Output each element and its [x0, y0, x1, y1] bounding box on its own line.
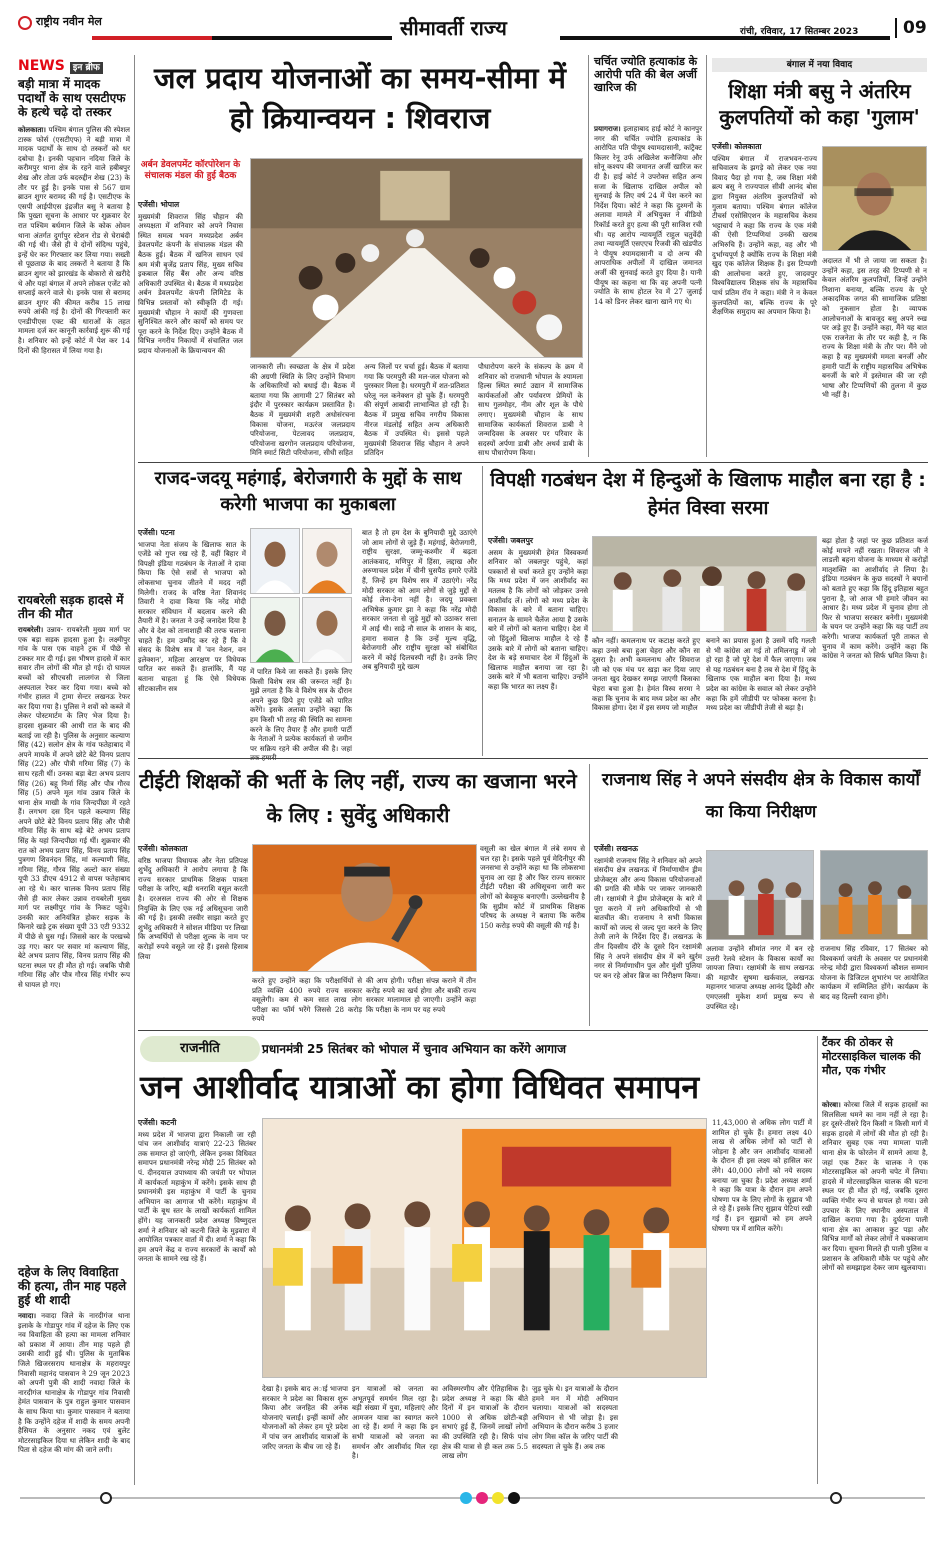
suvendu-col-3: की आय होगी। परीक्षा संपन्न कराने में तीन करोड़ रुपये का खर्च होगा और बाकी राज्य सरकार मालामाल हो जाएगी। उन्होंने कहा कि परीक्षा के नाम पर यह रुपये — [366, 976, 476, 1014]
korba-left-rule — [817, 1036, 818, 1484]
politics-col-5: जुड़ चुके थे। इन यात्राओं के दौरान हमने मन में मोदी अभियान चलाया। यात्राओं को सदस्यता अभियान से भी जोड़ा है। इस अभियान के दौरान करीब 3 हजार लोग मिस कॉल के जरिए पार्टी की सदस्यता ले चुके हैं। अब तक — [532, 1384, 618, 1451]
himanta-col-2: कौन नहीं। कमलनाथ पर कटाक्ष करते हुए कहा उनसे बचा हुआ चेहरा और कौन सा दूसरा है। अभी कमलनाथ और शिवराज जी को एक मंच पर खड़ा कर दिया जाए जनता खुद देखकर समझ जाएगी किसका चेहरा बचा हुआ है। हेमंत विस्व सरमा ने कहा कि चुनाव के बाद मध्य प्रदेश का और विकास होगा। देश में इस समय जो माहौल — [592, 636, 700, 713]
politics-label: राजनीति — [140, 1036, 260, 1062]
himanta-col-1 — [488, 536, 588, 754]
suvendu-photo — [252, 844, 477, 972]
suvendu-headline: टीईटी शिक्षकों की भर्ती के लिए नहीं, राज्य का खजाना भरने के लिए : सुवेंदु अधिकारी — [139, 769, 577, 827]
section-title: सीमावर्ती राज्य — [400, 16, 507, 40]
color-swatch-cyan — [460, 1492, 472, 1504]
brief-2-dateline: रायबरेली। — [18, 625, 44, 634]
brief-3-text: नवादा जिले के नारदीगंज थाना इलाके के गोडापुर गांव में दहेज के लिए एक नव विवाहिता की हत्या का मामला शनिवार को प्रकाश में आया। तीन माह पहले ही उसकी शादी हुई थी। पुलिस के मुताबिक जिले खिजरसराय थानाक्षेत्र के महरायपुर निवासी महानंद पासवान ने 29 जून 2023 को अपनी पुत्री की शादी नवादा जिले के नारदीगंज थानाक्षेत्र के गोडापुर गांव निवासी हेमंत पासवान के पुत्र राहुल कुमार पासवान के साथ किया था। कुमार पासवान ने बताया है कि उन्होंने दहेज में शादी के समय अपनी हैसियत के अनुसार नकद एवं बुलेट मोटरसाइकिल दिया था लेकिन शादी के बाद पिता से दहेज की मांग की जाने लगी। — [18, 1311, 130, 1455]
dateline: रांची, रविवार, 17 सितम्बर 2023 — [740, 27, 859, 37]
korba-dateline: कोरबा। — [822, 1100, 841, 1109]
rajnath-photo-1 — [706, 850, 814, 940]
rajnath-col-3: राजनाथ सिंह रविवार, 17 सितंबर को विश्वकर्मा जयंती के अवसर पर प्रधानमंत्री नरेन्द्र मोदी द्वारा विश्वकर्मा कौशल सम्मान योजना के डिजिटल शुभारंभ पर आयोजित कार्यक्रम में सम्मिलित होंगे। कार्यक्रम के बाद वह दिल्ली रवाना होंगे। — [820, 944, 928, 1001]
politics-kicker: प्रधानमंत्री 25 सितंबर को भोपाल में चुनाव अभियान का करेंगे आगाज — [262, 1042, 567, 1056]
lead-col-2: जानकारी ली। स्वच्छता के क्षेत्र में प्रदेश की अग्रणी स्थिति के लिए उन्होंने विभाग के अधिकारियों को बधाई दी। बैठक में बताया गया कि आगामी 27 सितंबर को इंदौर में पुरस्कार कार्यक्रम प्रस्तावित है। बैठक में मुख्यमंत्री शहरी अधोसंरचना विकास योजना, मऊरंज जलप्रदाय परियोजना, पेटलावद जलप्रदाय, परियोजना खरगोन जलप्रदाय परियोजना, मिनि स्मार्ट सिटी परियोजना, सीधी सहित — [250, 362, 355, 458]
politics-col-1 — [138, 1118, 256, 1478]
rjd-col-2: में पारित किये जा सकते हैं। इसके लिए किसी विशेष सत्र की जरूरत नहीं है। मुझे लगता है कि वे विशेष सत्र के दौरान अपने कुछ छिपे हुए एजेंडे को पारित करेंगे। इसके अलावा उन्होंने कहा कि हम किसी भी तरह की स्थिति का सामना करने के लिए तैयार हैं और हमारी पार्टी के नेताओं ने प्रत्येक कार्यकर्ता से जमीन पर सक्रिय रहने की अपील की है। जहां — [250, 667, 352, 753]
bail-dateline: प्रयागराज। — [594, 124, 621, 133]
suvendu-col-4: वसूली का खेल बंगाल में लंबे समय से चल रहा है। इसके पहले पूर्व मेदिनीपुर की जनसभा से उन्होंने कहा था कि लोकसभा चुनाव आ रहा है और फिर राज्य सरकार टीईटी परीक्षा की अधिसूचना जारी कर लोगों को बेवकूफ बनाएगी। उल्लेखनीय है कि सुप्रीम कोर्ट में प्राथमिक शिक्षक परिषद के अध्यक्ष ने बताया कि करीब 150 करोड़ रुपये की वसूली की गई है। — [480, 844, 585, 930]
paper-logo — [18, 14, 148, 36]
politics-col-1-text: मध्य प्रदेश में भाजपा द्वारा निकाली जा रही पांच जन आशीर्वाद यात्राएं 22-23 सितंबर तक समाप्त हो जाएंगी, लेकिन इनका विधिवत समापन प्रधानमंत्री नरेन्द्र मोदी 25 सितंबर को पं. दीनदयाल उपाध्याय की जयंती पर भोपाल में कार्यकर्ता महाकुंभ में करेंगे। इसके साथ ही प्रधानमंत्री इस महाकुंभ में पार्टी के चुनाव अभियान का आगाज भी करेंगे। महाकुंभ में पार्टी के बूथ स्तर के लाखों कार्यकर्ता शामिल होंगे। यह जानकारी प्रदेश अध्यक्ष विष्णुदत्त शर्मा ने शनिवार को कटनी जिले के मुड़वारा में आयोजित पत्रकार वार्ता में दी। शर्मा ने कहा कि हम अपने केंद्र व राज्य सरकारों के कार्यों को जनता के सामने रख रहे हैं। — [138, 1129, 256, 1264]
bail-right-rule — [706, 55, 707, 457]
politics-photo — [262, 1118, 707, 1378]
bengal-col-2: अदालत में भी ले जाया जा सकता है। उन्होंने कहा, इस तरह की टिप्पणी से न केवल अंतरिम कुलपतियों, जिन्हें उन्होंने निशाना बनाया, बल्कि राज्य के पूरे अकादमिक जगत की सामाजिक प्रतिष्ठा को नुकसान होता है। व्यापक आलोचनाओं के बावजूद बसु अपने रुख पर अड़े हुए हैं। उन्होंने कहा, मैंने यह बात एक राजनेता के तौर पर कही है, न कि राज्य के शिक्षा मंत्री के तौर पर। मैंने जो कहा है वह मुख्यमंत्री ममता बनर्जी और हमारी पार्टी के राष्ट्रीय महासचिव अभिषेक बनर्जी के बारे में इस्तेमाल की जा रही भाषा और टिप्पणियों की तुलना में कुछ भी नहीं है। — [822, 256, 927, 400]
politics-col-3: इन यात्राओं को जनता का अभूतपूर्व समर्थन मिल रहा है। बड़ी संख्या में युवा, महिलाएं और आमजन यात्रा का स्वागत करने आ रहे हैं। शर्मा ने कहा कि इन सभी यात्राओं को जनता का समर्थन और आशीर्वाद मिल रहा है। — [352, 1384, 438, 1461]
rajnath-headline: राजनाथ सिंह ने अपने संसदीय क्षेत्र के विकास कार्यों का किया निरीक्षण — [602, 770, 920, 822]
inbrief-label: इन ब्रीफ — [70, 62, 103, 74]
footer-strip — [20, 1490, 925, 1506]
suvendu-col-2: करते हुए उन्होंने कहा कि परीक्षार्थियों से प्रति व्यक्ति 400 रुपये राज्य सरकार वसूलेगी। कम से कम सात लाख लोग परीक्षा का फॉर्म भरेंगे जिससे 28 करोड़ रुपये — [252, 976, 362, 1024]
rajnath-col-1 — [594, 844, 702, 1024]
color-bar-icon — [92, 36, 392, 40]
bail-body — [594, 124, 702, 456]
rjd-col-3: बात है तो हम देश के बुनियादी मुद्दे उठाएंगे जो आम लोगों से जुड़े हैं। महंगाई, बेरोजगारी, राष्ट्रीय सुरक्षा, जम्मू-कश्मीर में बढ़ता आतंकवाद, मणिपुर में हिंसा, लद्दाख और अरुणाचल प्रदेश में चीनी घुसपैठ हमारे एजेंडे हैं, जिन्हें हम विशेष सत्र में उठाएंगे। नरेंद्र मोदी सरकार को आम लोगों से जुड़े मुद्दों से कोई लेना-देना नहीं है। जदयू प्रवक्ता अभिषेक कुमार झा ने कहा कि नरेंद्र मोदी सरकार जनता से जुड़े मुद्दों को उठाकर सत्ता में आई थी। साढ़े नौ साल के शासन के बाद, हमारा सवाल है कि उन्हें मूल्य वृद्धि, बेरोजगारी और राष्ट्रीय सुरक्षा को संबोधित करने में कोई दिलचस्पी नहीं है। उनके लिए अब बुनियादी मुद्दे खत्म — [362, 528, 477, 672]
rjd-photo-2 — [302, 528, 352, 594]
korba-text: कोरबा जिले में सड़क हादसों का सिलसिला थमने का नाम नहीं ले रहा है। हर दूसरे-तीसरे दिन किसी न किसी मार्ग में सड़क हादसे में लोगों की मौत हो रही है। शनिवार सुबह एक नया मामला पाली थाना क्षेत्र के फोरलेन में सामने आया है, जहां एक टैंकर के चालक ने एक मोटरसाइकिल को अपनी चपेट में लिया। हादसे में मोटरसाइकिल चालक की घटना स्थल पर ही मौत हो गई, जबकि दूसरा व्यक्ति गंभीर रूप से घायल हो गया। उसे उपचार के लिए स्थानीय अस्पताल में दाखिल कराया गया है। दुर्घटना पाली थाना क्षेत्र का आकाश कुट पड़ा और विभिन्न मार्गों को लेकर लोगों ने चक्काजाम कर दिया। सूचना मिलते ही पाली पुलिस व प्रशासन के अधिकारी मौके पर पहुंचे और लोगों को समझाइश देकर जाम खुलवाया। — [822, 1100, 928, 1273]
paper-logo-icon — [18, 16, 32, 30]
rjd-photo-3 — [250, 597, 300, 663]
korba-body — [822, 1100, 928, 1478]
rjd-col-1 — [138, 528, 246, 753]
politics-byline: एजेंसी। कटनी — [138, 1118, 177, 1127]
himanta-col-4: बढ़ा होता है जहां पर कुछ प्रतिशत कर्ज कोई मायने नहीं रखता। शिवराज जी ने लाडली बहना योजना के माध्यम से करोड़ों मातृशक्ति का आशीर्वाद ले लिया है। इंडिया गठबंधन के कुछ सदस्यों ने बयानों को बताते हुए कहा कि हिंदू इतिहास बहुत पुराना है, जो आज भी हमारे जीवन का आधार है। मध्य प्रदेश में चुनाव होगा तो फिर से भाजपा सरकार बनेगी। मुख्यमंत्री के चयन पर उन्होंने कहा कि यह पार्टी तय करेगी। भाजपा कार्यकर्ता पूरी ताकत से चुनाव में काम करेंगे। उन्होंने कहा कि कांग्रेस ने जनता को सिर्फ भ्रमित किया है। — [822, 536, 928, 661]
color-swatch-black — [508, 1492, 520, 1504]
bengal-byline: एजेंसी। कोलकाता — [712, 142, 762, 151]
paper-name: राष्ट्रीय नवीन मेल — [36, 15, 102, 28]
lead-byline: एजेंसी। भोपाल — [138, 200, 180, 209]
lead-headline: जल प्रदाय योजनाओं का समय-सीमा में हो क्रियान्वयन : शिवराज — [154, 61, 566, 135]
news-label: NEWS — [18, 58, 65, 74]
rjd-right-rule — [482, 466, 483, 756]
himanta-col-3: बनाने का प्रयास हुआ है उसमें यदि गलती से भी कांग्रेस आ गई तो तमिलनाडु में जो हो रहा है जो पूरे देश में फैल जाएगा। जब से यह गठबंधन बना है तब से देश में हिंदू के खिलाफ एक माहौल बना दिया है। मध्य प्रदेश का कांग्रेस के सवाल को लेकर उन्होंने कहा कि हमें जीडीपी पर फोकस करना है। मध्य प्रदेश का जीडीपी तेजी से बढ़ा है। — [706, 636, 816, 713]
middle-section-rule — [138, 758, 928, 759]
rjd-headline: राजद-जदयू महंगाई, बेरोजगारी के मुद्दों के साथ करेगी भाजपा का मुकाबला — [154, 468, 462, 515]
suvendu-byline: एजेंसी। कोलकाता — [138, 844, 188, 853]
lead-right-rule — [588, 55, 589, 457]
korba-headline: टैंकर की ठोकर से मोटरसाइकिल चालक की मौत, एक गंभीर — [822, 1036, 921, 1077]
brief-2-headline: रायबरेली सड़क हादसे में तीन की मौत — [18, 593, 124, 621]
footer-line — [20, 1497, 925, 1499]
bengal-col-1 — [712, 142, 817, 457]
brief-1-body — [18, 125, 130, 587]
bail-text: इलाहाबाद हाई कोर्ट ने कानपुर नगर की चर्चित ज्योति हत्याकांड के आरोपित पति पीयूष श्यामदासानी, कांट्रैक्ट किलर रेनू उर्फ अखिलेश कनौजिया और सोनू कश्यप की जमानत अर्जी खारिज कर दी है। हाई कोर्ट ने उपरोक्त सहित अन्य सजा के खिलाफ दाखिल अपील को सुनवाई के लिए वर्ष 24 में पेश करने का निर्देश दिया। कोर्ट ने कहा कि दुश्मनों के अलावा मामले में अभियुक्त ने वीडियो रिकॉर्ड करते हुए हत्या की पूरी साजिश रची थी। यह आरोप न्यायमूर्ति राहुल चतुर्वेदी तथा न्यायमूर्ति एसएएच रिजवी की खंडपीठ ने पीयूष श्यामदासानी व दो अन्य की आपराधिक अपीलों में दाखिल जमानत अर्जी की सुनवाई करते हुए दिया है। यानी पीयूष का कहना था कि वह अपनी पत्नी ज्योति के साथ होटल रेव में 27 जुलाई 14 को डिनर लेकर खाना खाने गए थे। — [594, 124, 702, 306]
brief-2-text: उन्नाव- रायबरेली मुख्य मार्ग पर एक बड़ा सड़क हादसा हुआ है। लक्ष्मीपुर गांव के पास एक वाहने ट्रक में पीछे से टक्कर मार दी गई। इस भीषण हादसे में कार सवार तीन लोगों की मौत हो गई। दो घायल बच्चों को सीएचसी लालगंज से जिला अस्पताल रेफर कर दिया गया। बच्चे को गंभीर हालत में ट्रामा सेन्टर लखनऊ रेफर कर दिया गया है। पुलिस ने शवों को कब्जे में लेकर पोस्टमार्टम के लिए भेज दिया है। हादसा शुक्रवार की आधी रात के बाद की बताई जा रही है। पुलिस के अनुसार कल्याण सिंह (42) सलोन क्षेत्र के गांव फतेहाबाद में अपने मायके में अपने छोटे बेटे विनय प्रताप सिंह (22) और पौत्री गरिमा सिंह (7) के साथ रहती थीं। उनका बड़ा बेटा अभय प्रताप सिंह (26) बहू निर्मा सिंह और पौत्र गौरव सिंह (5) अपने मूल गांव उन्नाव जिले के थाना क्षेत्र माखी के गांव जिन्दपीछा में रहते हैं। लगभग दस दिन पहले कल्याण सिंह अपने छोटे बेटे विनय प्रताप सिंह और पौत्री गरिमा सिंह के साथ बड़े बेटे अभय प्रताप सिंह के यहां जिन्दपीछा गई थीं। शुक्रवार की रात को अभय प्रताप सिंह, विनय प्रताप सिंह पुत्रगण शिवनंदन सिंह, मां कल्याणी सिंह, गरिमा सिंह, गौरव सिंह अल्टो कार संख्या यूपी 33 डीएच 4912 से वापस फतेहाबाद आ रहे थे। कार चालक विनय प्रताप सिंह जैसे ही कार लेकर उन्नाव रायबरेली मुख्य मार्ग पर लक्ष्मीपुर गांव के निकट पहुंचे। उनकी कार अनियंत्रित होकर सड़क के किनारे खड़े ट्रक संख्या यूपी 33 एटी 9332 में पीछे से घुस गई। जिससे कार के परखच्चे उड़ गए। कार पर सवार मां कल्याण सिंह, बेटे अभय प्रताप सिंह, विनय प्रताप सिंह की घटना स्थल पर ही मौत हो गई। जबकि पौत्री गरिमा सिंह और पौत्र गौरव सिंह गंभीर रूप से घायल हो गए। — [18, 625, 130, 989]
rjd-col-1-text: भाजपा नेता संजय के खिलाफ सात के एजेंडे को गुप्त रख रहे हैं, वहीं बिहार में विपक्षी इंडिया गठबंधन के नेताओं ने दावा किया कि ऐसे सत्रों से भाजपा को लोकसभा चुनाव जीतने में मदद नहीं मिलेगी। राजद के वरिष्ठ नेता शिवानंद तिवारी ने दावा किया कि नरेंद्र मोदी सरकार संविधान में बदलाव करने की तैयारी में है। जनता ने उन्हें जनादेश दिया है और वे देश को तानाशाही की तरफ चलाना चाहते हैं। हम उम्मीद कर रहे हैं कि वे संसद के विशेष सत्र में 'वन नेशन, वन इलेक्शन', महिला आरक्षण पर विधेयक पारित कर सकते हैं। हालांकि, मैं यह बताना चाहता हूं कि ऐसे विधेयक सीटकालीन सत्र — [138, 539, 246, 693]
bengal-headline: शिक्षा मंत्री बसु ने अंतरिम कुलपतियों को कहा 'गुलाम' — [719, 79, 920, 129]
politics-col-2: देखा है। इसके बाद अाई भाजपा सरकार ने प्रदेश का विकास शुरू किया और जनहित की अनेक योजनाएं चलाईं। इन्हीं कामों और योजनाओं को लेकर हम पूरे प्रदेश में पांच जन आशीर्वाद यात्राओं के जरिए जनता के बीच जा रहे हैं। — [262, 1384, 348, 1451]
page-number: 09 — [895, 18, 927, 38]
suvendu-col-1-text: वरिष्ठ भाजपा विधायक और नेता प्रतिपक्ष शुभेंदु अधिकारी ने आरोप लगाया है कि राज्य सरकार प्राथमिक शिक्षक पात्रता परीक्षा के जरिए, बड़ी धनराशि वसूल करती है। दरअसल राज्य की ओर से शिक्षक नियुक्ति के लिए एक नई अधिसूचना जारी की गई है। इसकी तस्वीर साझा करते हुए शुभेंदु अधिकारी ने सोशल मीडिया पर लिखा कि अभ्यर्थियों से परीक्षा शुल्क के नाम पर करोड़ों रुपये वसूले जा रहे हैं। इससे हिसाब लिया — [138, 855, 248, 961]
brief-3-body — [18, 1311, 130, 1551]
brief-1-headline: बड़ी मात्रा में मादक पदार्थों के साथ एसटीएफ के हत्थे चढ़े दो तस्कर — [18, 77, 126, 119]
suvendu-right-rule — [589, 764, 590, 1026]
registration-mark-icon — [830, 1492, 842, 1504]
news-brief-label — [18, 55, 130, 77]
politics-headline: जन आशीर्वाद यात्राओं का होगा विधिवत समापन — [140, 1068, 700, 1106]
lead-kicker: अर्बन डेवलपमेंट कॉरपोरेशन के संचालक मंडल की हुई बैठक — [140, 160, 241, 181]
himanta-headline: विपक्षी गठबंधन देश में हिन्दुओं के खिलाफ माहौल बना रहा है : हेमंत विस्वा सरमा — [490, 469, 926, 519]
rjd-photo-4 — [302, 597, 352, 663]
top-section-rule — [138, 462, 928, 463]
left-column-rule — [134, 55, 135, 1485]
rajnath-photo-2 — [820, 850, 928, 940]
brief-1-dateline: कोलकाता। — [18, 125, 46, 134]
politics-col-6: 11,43,000 से अधिक लोग पार्टी में शामिल हो चुके हैं। हमारा लक्ष्य 40 लाख से अधिक लोगों को पार्टी से जोड़ना है और जन आशीर्वाद यात्राओं के दौरान ही इस लक्ष्य को हासिल कर लेंगे। 40,000 लोगों को नये सदस्य बनाया जा चुका है। प्रदेश अध्यक्ष शर्मा ने कहा कि यात्रा के दौरान हम अपने घोषणा पत्र के लिए लोगों के सुझाव भी ले रहे हैं। इसके लिए सुझाव पेटियां रखी गई हैं। इन सुझावों को हम अपने घोषणा पत्र में शामिल करेंगे। — [712, 1118, 812, 1233]
himanta-byline: एजेंसी। जबलपुर — [488, 536, 533, 545]
himanta-photo — [592, 536, 817, 632]
brief-1-text: पश्चिम बंगाल पुलिस की स्पेशल टास्क फोर्स (एसटीएफ) ने बड़ी मात्रा में मादक पदार्थों के साथ दो तस्करों को धर दबोचा है। इनकी पहचान नदिया जिले के करीमपुर थाना क्षेत्र के रहने वाले हबीबपुर शेख और तोता उर्फ बदरुद्दीन शेख (23) के तौर पर हुई है। इनके पास से 567 ग्राम ब्राउन शुगर बरामद की गई है। एसटीएफ के एसपी आईपीएस इंद्रजीत बसु ने बताया है कि पुख्ता सूचना के आधार पर शुक्रवार देर रात पश्चिम बर्धमान जिले के कोक ओवन थाना अंतर्गत दुर्गापुर स्टेशन रोड से घेराबंदी की गई थी। जैसे ही ये दोनों संदिग्ध पहुंचे, इन्हें घेर कर गिरफ्तार कर लिया गया। सख्ती से पूछताछ के बाद तस्करों ने बताया है कि ब्राउन शुगर को झारखंड के बोकारो से खरीदे थे और यहां बंगाल में अपने लोकल एजेंट को सप्लाई करने वाले थे। इनके पास से बरामद ब्राउन शुगर की कीमत करीब 15 लाख रुपये आंकी गई है। दोनों की गिरफ्तारी कर एनडीपीएस एक्ट की धाराओं के तहत मामला दर्ज कर कानूनी कार्रवाई शुरू की गई है। शनिवार को इन्हें कोर्ट में पेश कर 14 दिनों की हिरासत में लिया गया है। — [18, 125, 130, 355]
rjd-photo-1 — [250, 528, 300, 594]
brief-2-body — [18, 625, 130, 1259]
bengal-label: बंगाल में नया विवाद — [712, 58, 927, 72]
news-brief-column — [18, 55, 130, 1485]
color-swatch-magenta — [476, 1492, 488, 1504]
rajnath-byline: एजेंसी। लखनऊ — [594, 844, 638, 853]
lower-section-rule — [138, 1030, 928, 1031]
rjd-byline: एजेंसी। पटना — [138, 528, 175, 537]
lead-photo — [250, 158, 583, 358]
suvendu-col-1 — [138, 844, 248, 1024]
registration-mark-icon — [100, 1492, 112, 1504]
bengal-text: पश्चिम बंगाल में राजभवन-राज्य सचिवालय के झगड़े को लेकर एक नया विवाद पैदा हो गया है, जब शिक्षा मंत्री ब्रत्य बसु ने राज्यपाल सीवी आनंद बोस द्वारा नियुक्त अंतरिम कुलपतियों को गुलाम बताया। पश्चिम बंगाल कॉलेज टीचर्स एसोसिएशन के महासचिव केशव भट्टाचार्य ने कहा कि राज्य के एक मंत्री की ऐसी टिप्पणियां उनकी खराब अभिरुचि हैं। उन्होंने कहा, वह और भी दुर्भाग्यपूर्ण है क्योंकि राज्य के शिक्षा मंत्री खुद एक कॉलेज शिक्षक हैं। इस टिप्पणी की आलोचना करते हुए, जादवपुर विश्वविद्यालय शिक्षक संघ के महासचिव पार्थ प्रतिम रॉय ने कहा। मंत्री ने न केवल कुलपतियों का, बल्कि राज्य के पूरे शैक्षणिक समुदाय का अपमान किया है। — [712, 153, 817, 317]
brief-3-dateline: नवादा। — [18, 1311, 37, 1320]
bengal-photo — [822, 146, 927, 251]
himanta-col-1-text: असम के मुख्यमंत्री हेमंत विस्वकर्मा शनिवार को जबलपुर पहुंचे, कहां पत्रकारों से चर्चा करते हुए उन्होंने कहा कि मध्य प्रदेश में जन आशीर्वाद का मतलब है कि लोगों को जोड़कर उनसे आशीर्वाद लें। लोगों को मध्य प्रदेश के विकास के बारे में बताना चाहिए। सनातन के सामने चैलेंज आया है उसके बारे में लोगों को बताना चाहिए। देश में जो हिंदुओं खिलाफ माहौल दे रहे हैं उसके बारे में लोगों को बताना चाहिए। देश के बड़े समाचार देश में हिंदुओं के खिलाफ माहौल बनाया जा रहा है। उसके बारे में भी बताना चाहिए। उन्होंने कहा कि भारत का लक्ष्य हैं। — [488, 547, 588, 691]
rajnath-col-2: अलावा उन्होंने सीमांत नगर में बन रहे उत्तरी रेलवे स्टेशन के विकास कार्यों का जायजा लिया। रक्षामंत्री के साथ लखनऊ की महापौर सुषमा खर्कवाल, लखनऊ महानगर भाजपा अध्यक्ष आनंद द्विवेदी और एमएलसी मुकेश शर्मा प्रमुख रूप से उपस्थित रहे। — [706, 944, 814, 1011]
rajnath-col-1-text: रक्षामंत्री राजनाथ सिंह ने शनिवार को अपने संसदीय क्षेत्र लखनऊ में निर्माणाधीन ड्रीम प्रोजेक्ट्स और अन्य विकास परियोजनाओं की प्रगति की मौके पर जाकर जानकारी ली। रक्षामंत्री ने ड्रीम प्रोजेक्ट्स के बारे में पूरा कराने में लगे अधिकारियों से भी बातचीत की। राजनाथ ने सभी विकास कार्यों को जल्द से जल्द पूरा करने के लिए तेजी लाने के निर्देश दिए हैं। लखनऊ के तीन दिवसीय दौरे के दूसरे दिन रक्षामंत्री सिंह ने अपने संसदीय क्षेत्र में बने खुर्रम नगर से निर्माणाधीन पुल और मुंशी पुलिया पर बन रहे ओवर ब्रिज का निरीक्षण किया। — [594, 855, 702, 980]
color-swatch-yellow — [492, 1492, 504, 1504]
lead-col-1-text: मुख्यमंत्री शिवराज सिंह चौहान की अध्यक्षता में शनिवार को अपने निवास स्थित समत्व भवन मध्यप्रदेश अर्बन डेवलपमेंट कंपनी के संचालक मंडल की बैठक हुई। बैठक में खनिज साधन एवं श्रम मंत्री बृजेंद्र प्रताप सिंह, मुख्य सचिव इकबाल सिंह बैंस और अन्य वरिष्ठ अधिकारी उपस्थित थे। बैठक में मध्यप्रदेश अर्बन डेवलपमेंट कंपनी लिमिटेड के विभिन्न प्रस्तावों को स्वीकृति दी गई। मुख्यमंत्री चौहान ने कार्यों की गुणवत्ता सुनिश्चित करने और कार्यों को समय पर पूरा करने के निर्देश दिए। उन्होंने बैठक में विभिन्न नगरीय निकायों में संचालित जल प्रदाय योजनाओं के क्रियान्वयन की — [138, 211, 243, 355]
masthead — [0, 0, 945, 48]
brief-3-headline: दहेज के लिए विवाहिता की हत्या, तीन माह पहले हुई थी शादी — [18, 1265, 127, 1307]
lead-col-3: अन्य जिलों पर चर्चा हुई। बैठक में बताया गया कि परमपुरी की मल-जल योजना को पुरस्कार मिला है। धरमपुरी में शत-प्रतिशत घरेलू नल कनेक्शन हो चुके हैं। धरमपुरी की संपूर्ण आबादी लाभान्वित हो रही है। बैठक में प्रमुख सचिव नगरीय विकास नीरज मंडलोई सहित अन्य अधिकारी बैठक में उपस्थित थे। इससे पहले मुख्यमंत्री शिवराज सिंह चौहान ने अपने प्रतिदिन — [364, 362, 469, 458]
politics-col-4: अविस्मरणीय और ऐतिहासिक है। प्रदेश अध्यक्ष ने कहा कि बीते दिनों में इन यात्राओं के दौरान 1000 से अधिक छोटी-बड़ी सभाएं हुई हैं, जिनमें लाखों लोगों की उपस्थिति रही है। सिर्फ पांच क्षेत्र की यात्रा से ही कल तक 5.5 लाख लोग — [442, 1384, 528, 1461]
lead-col-4: पौधारोपण करने के संकल्प के क्रम में शनिवार को राजधानी भोपाल के श्यामला हिल्स स्थित स्मार्ट उद्यान में सामाजिक कार्यकर्ताओं और पर्यावरण प्रेमियों के साथ गुलमोहर, नीम और शूल के पौधे लगाए। मुख्यमंत्री चौहान के साथ सामाजिक कार्यकर्ता शिवराज डाबी ने जन्मदिवस के अवसर पर परिवार के सदस्यों अर्पणा डाबी और अथर्व डाबी के साथ पौधारोपण किया। — [478, 362, 583, 458]
bail-headline: चर्चित ज्योति हत्याकांड के आरोपी पति की बेल अर्जी खारिज की — [594, 55, 698, 94]
lead-col-1 — [138, 200, 243, 455]
